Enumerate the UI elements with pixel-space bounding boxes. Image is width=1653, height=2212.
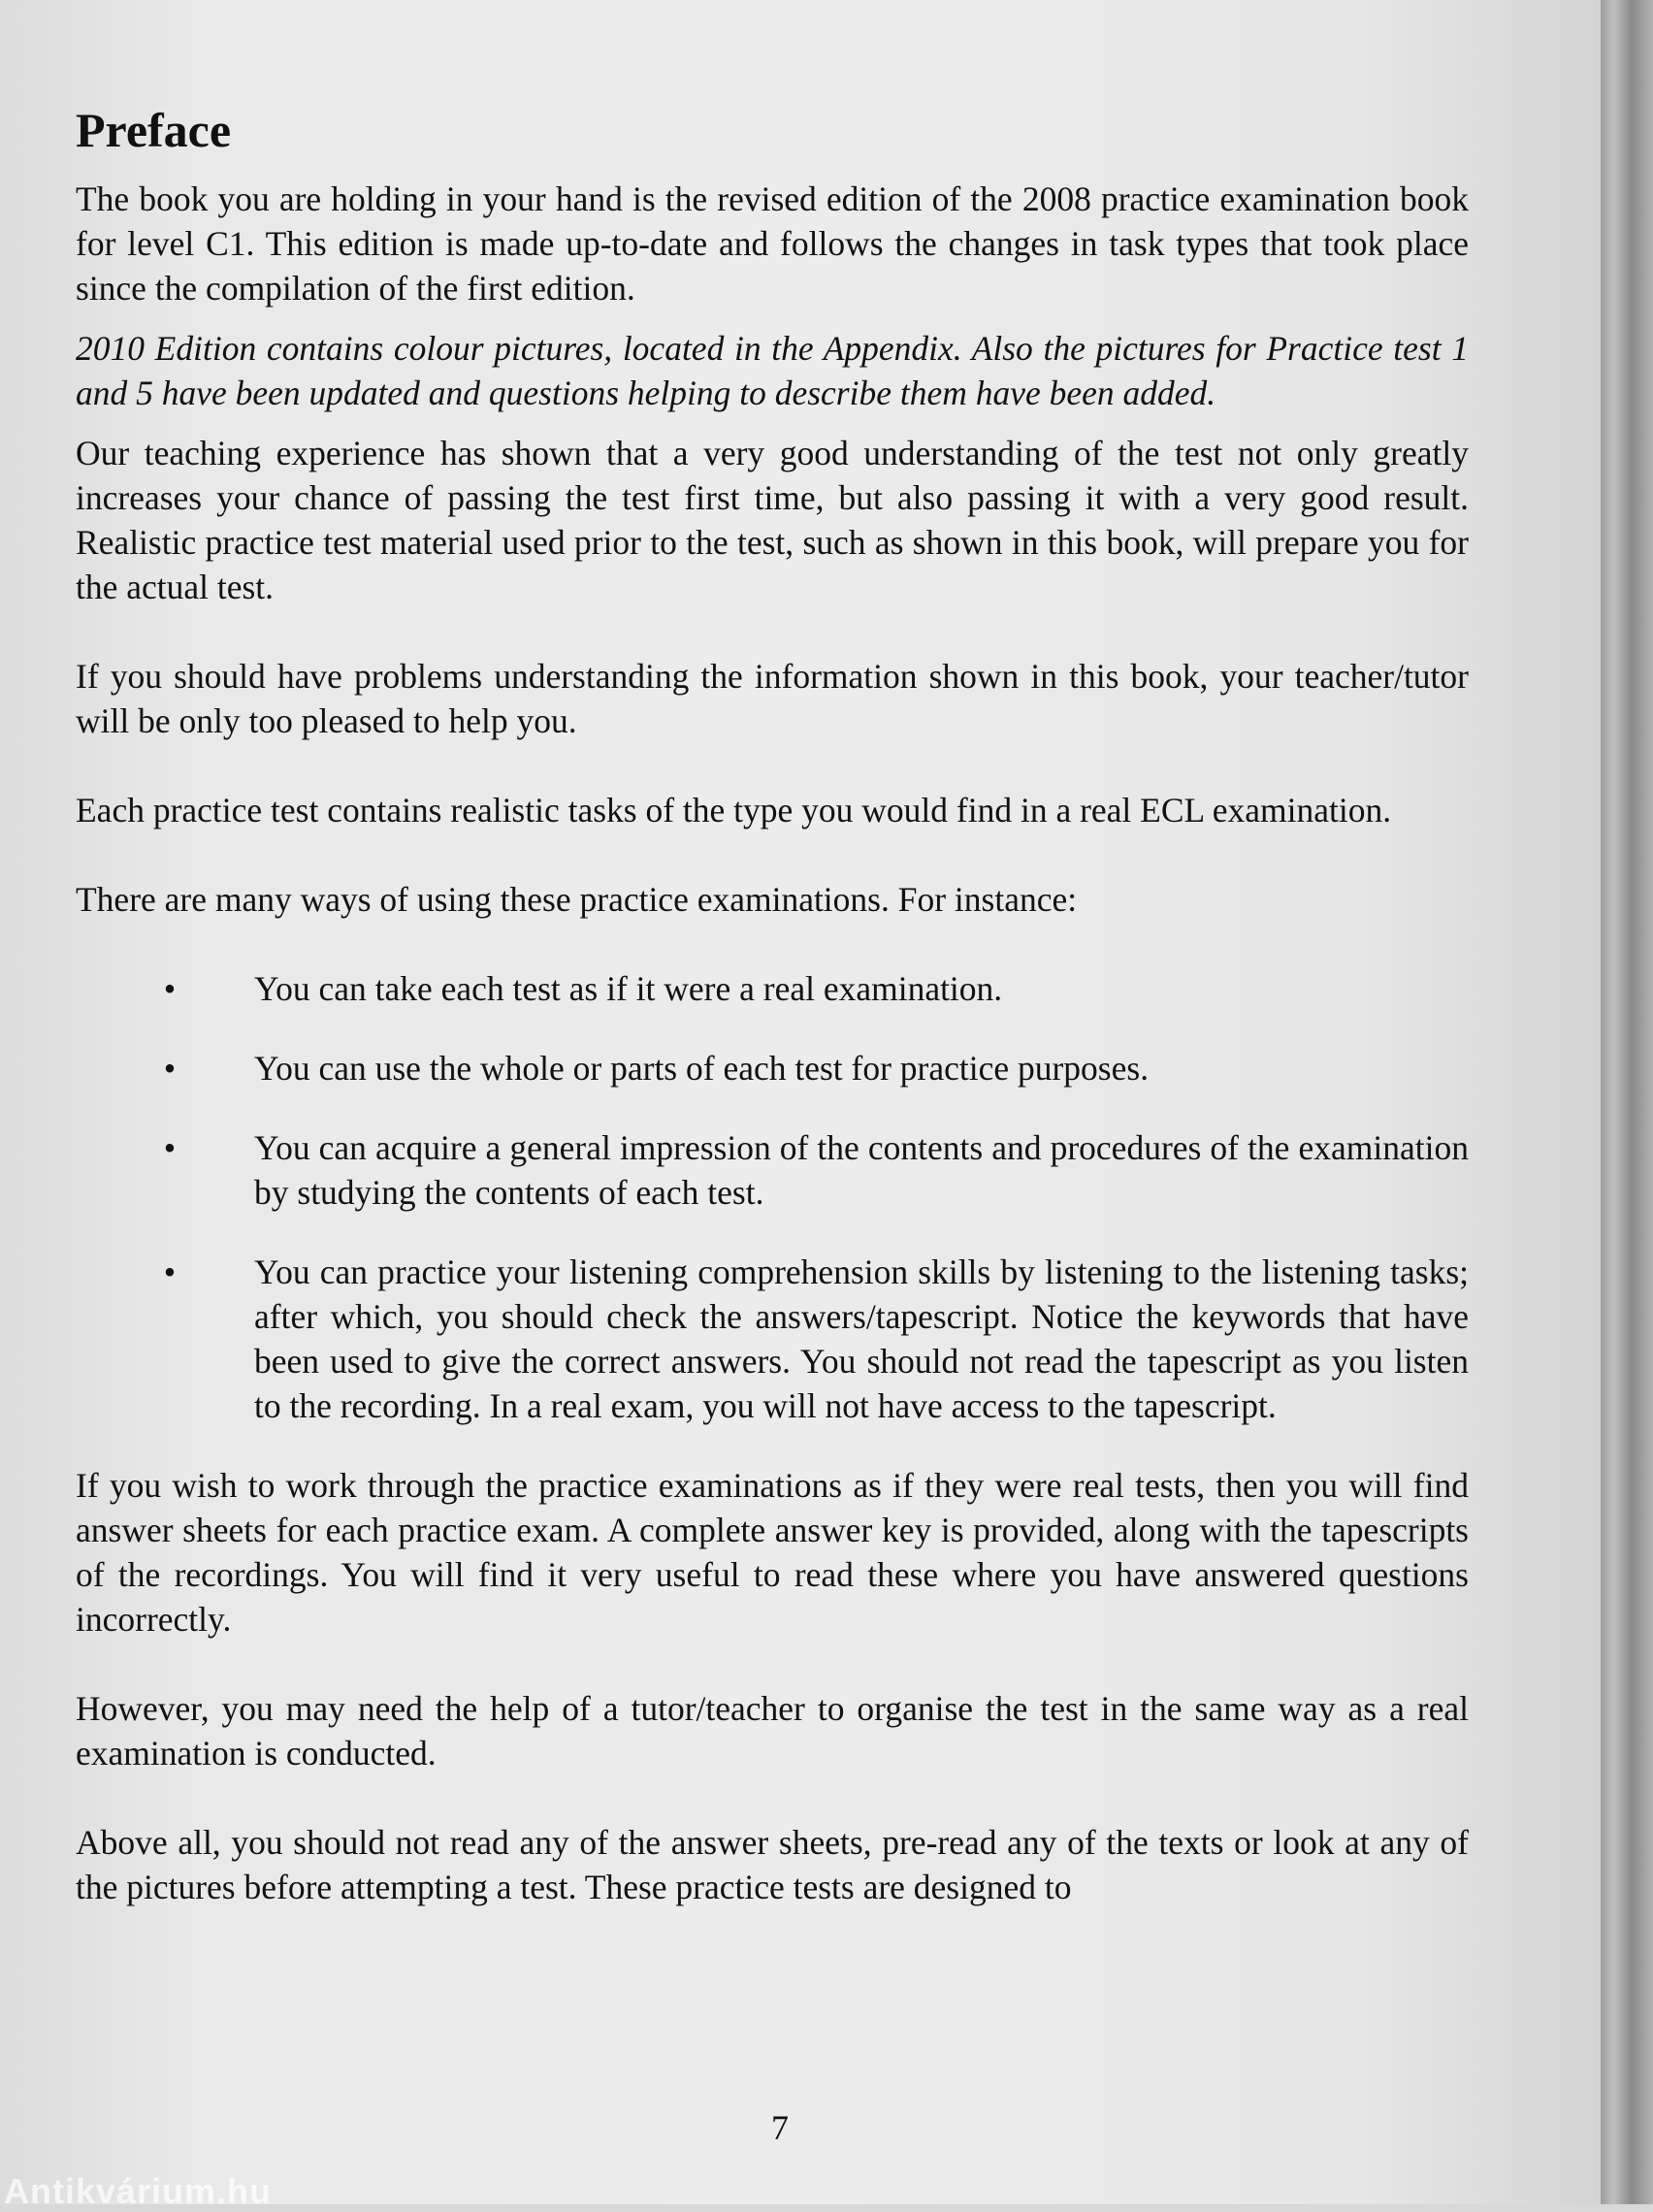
paragraph-above-all: Above all, you should not read any of the answer sheets, pre-read any of the texts or look at any of the pictures before attempting a test. These practice tests are designed to — [76, 1823, 1469, 1906]
list-item — [76, 966, 1469, 1011]
usage-list — [76, 966, 1469, 1428]
page-stack-edge — [1601, 0, 1653, 2204]
page-content — [76, 101, 1469, 1925]
paragraph-realistic-tasks: Each practice test contains realistic tasks of the type you would find in a real ECL examination. — [76, 791, 1392, 830]
list-item-text: You can acquire a general impression of the contents and procedures of the examination by studying the contents of each test. — [254, 1128, 1469, 1212]
paragraph-teacher-help: If you should have problems understanding the information shown in this book, your teacher/tutor will be only too pleased to help you. — [76, 657, 1469, 740]
list-item — [76, 1125, 1469, 1215]
bullet-dot: • — [163, 1128, 177, 1167]
page-number: 7 — [771, 2108, 789, 2147]
list-item-text: You can use the whole or parts of each test for practice purposes. — [254, 1049, 1150, 1088]
paragraph-ways-intro: There are many ways of using these practice examinations. For instance: — [76, 880, 1078, 919]
paragraph-tutor-help: However, you may need the help of a tutor/teacher to organise the test in the same way as a real examination is conducted. — [76, 1689, 1469, 1773]
list-item — [76, 1046, 1469, 1090]
paragraph-teaching-experience: Our teaching experience has shown that a very good understanding of the test not only greatly increases your chance of passing the test first time, but also passing it with a very good result. Realistic practice test material used prior to the test, such as shown in this book, will prepare you for the actual test. — [76, 434, 1469, 606]
bullet-dot: • — [163, 1049, 177, 1088]
list-item-text: You can practice your listening comprehension skills by listening to the listening tasks; after which, you should check the answers/tapescript. Notice the keywords that have been used to give the correct answers. You should not read the tapescript as you listen to the recording. In a real exam, you will not have access to the tapescript. — [254, 1252, 1469, 1425]
bullet-dot: • — [163, 1252, 177, 1291]
paragraph-2010-edition-note: 2010 Edition contains colour pictures, located in the Appendix. Also the pictures for Practice test 1 and 5 have been updated and questions helping to describe them have been added. — [76, 329, 1469, 412]
list-item — [76, 1250, 1469, 1428]
watermark: Antikvárium.hu — [4, 2171, 273, 2211]
paragraph-revised-edition: The book you are holding in your hand is the revised edition of the 2008 practice examination book for level C1. This edition is made up-to-date and follows the changes in task types that took place since the compilation of the first edition. — [76, 179, 1469, 308]
page-heading: Preface — [76, 103, 232, 157]
bullet-dot: • — [163, 969, 177, 1008]
paragraph-answer-sheets: If you wish to work through the practice examinations as if they were real tests, then you will find answer sheets for each practice exam. A complete answer key is provided, along with the tapescripts of the recordings. You will find it very useful to read these where you have answered questions incorrectly. — [76, 1466, 1469, 1639]
list-item-text: You can take each test as if it were a real examination. — [254, 969, 1003, 1008]
